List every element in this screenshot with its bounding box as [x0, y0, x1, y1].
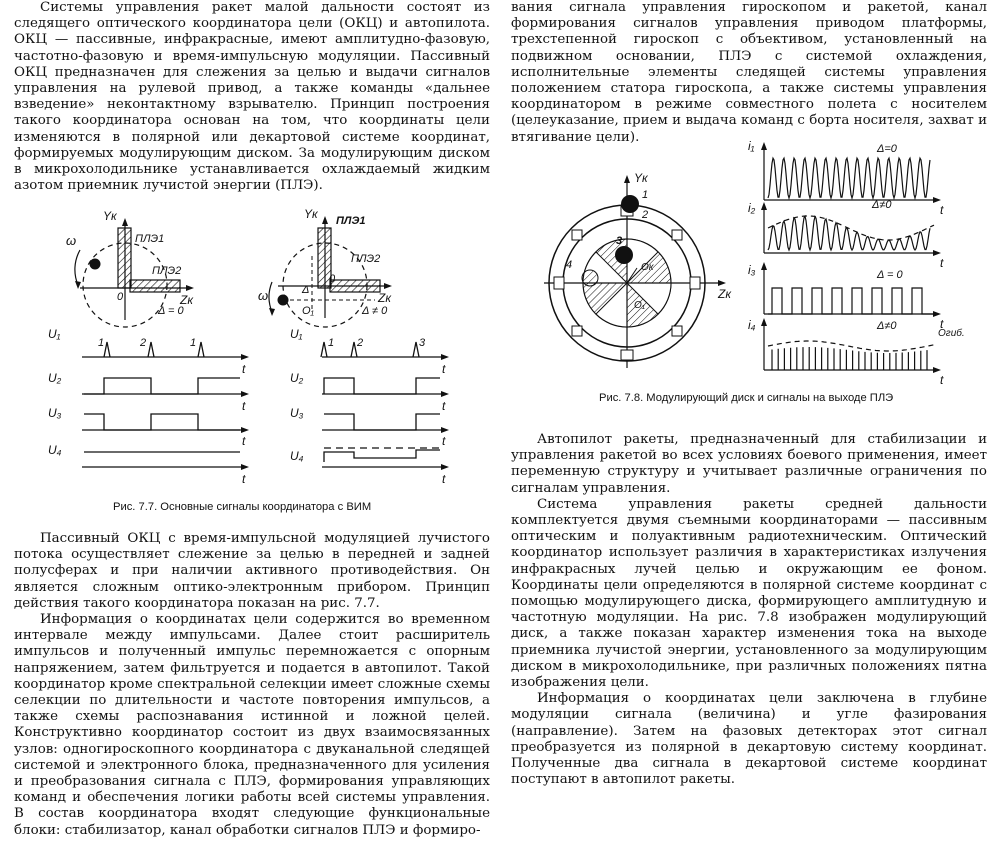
svg-text:2: 2 [140, 337, 147, 349]
signal-i3 [761, 262, 941, 317]
svg-text:1: 1 [98, 337, 105, 349]
right-column-body [511, 432, 987, 788]
svg-text:i₄: i₄ [748, 318, 756, 332]
paragraph: Система управления ракеты средней дальности комплектуется двумя съемными координаторами — пассивным оптическим и полуактивным радиотехническим. Оптический координатор использует различия в характеристиках излучения инфракрасных лучей целью и окружающим ее фоном. Координаты цели определяются в полярной системе координат с помощью модулирующего диска, формирующего амплитудную и частотную модуляции. На рис. 7.8 изображен модулирующий диск, а также показан характер изменения тока на выходе приемника лучистой энергии, установленного за модулирующим диском в микрохолодильнике, при различных положениях пятна изображения цели. [511, 496, 987, 691]
svg-text:Δ=0: Δ=0 [877, 143, 897, 155]
svg-text:1: 1 [642, 189, 649, 201]
figure-7-7 [40, 200, 480, 500]
svg-text:3: 3 [616, 235, 623, 247]
fig77-left-ple2: ПЛЭ2 [152, 265, 182, 277]
svg-text:i₂: i₂ [748, 201, 756, 215]
svg-text:t: t [442, 472, 446, 486]
svg-text:Zк: Zк [718, 287, 731, 301]
svg-text:Огиб.: Огиб. [938, 328, 965, 339]
paragraph: Пассивный ОКЦ с время-импульсной модуляцией лучистого потока осуществляет слежение за целью в передней и задней полусферах и при наличии активного противодействия. Он является сложным оптико-электронным прибором. Принцип действия такого координатора показан на рис. 7.7. [14, 531, 490, 611]
paragraph: Информация о координатах цели содержится во временном интервале между импульсами. Далее стоит расширитель импульсов и полученный импульс перемножается с опорным напряжением, затем фильтруется и подается в автопилот. Такой координатор кроме спектральной селекции имеет сложные схемы селекции по длительности и частоте повторения импульсов, а также схемы распознавания истинной и ложной целей. Конструктивно координатор состоит из двух взаимосвязанных узлов: одногироскопного координатора с двуканальной следящей системой и электронного блока, предназначенного для усиления и преобразования сигнала с ПЛЭ, формирования управляющих команд и обеспечения логики работы всей системы управления. В состав координатора входят следующие функциональные блоки: стабилизатор, канал обработки сигналов ПЛЭ и формиро- [14, 612, 490, 838]
svg-text:t: t [242, 362, 246, 376]
svg-text:t: t [242, 399, 246, 413]
svg-text:2: 2 [357, 337, 364, 349]
svg-text:i₃: i₃ [748, 263, 756, 277]
svg-text:U₄: U₄ [290, 449, 304, 463]
modulating-disk [544, 171, 732, 368]
figure-7-8-caption: Рис. 7.8. Модулирующий диск и сигналы на выходе ПЛЭ [599, 392, 894, 404]
fig77-left-disk [66, 209, 194, 327]
fig77-left-zk: Zк [180, 293, 193, 307]
fig77-right-zk: Zк [378, 291, 391, 305]
svg-text:U₂: U₂ [48, 371, 62, 385]
fig77-left-yk: Yк [103, 209, 117, 223]
fig77-right-origin: 0 [329, 273, 336, 285]
svg-text:t: t [940, 256, 944, 270]
svg-text:t: t [242, 472, 246, 486]
signal-i4 [761, 318, 941, 373]
svg-text:U₂: U₂ [290, 371, 304, 385]
svg-text:U₃: U₃ [290, 406, 304, 420]
fig77-left-origin: 0 [117, 291, 124, 303]
fig77-right-delta: Δ ≠ 0 [362, 305, 388, 317]
svg-text:t: t [940, 317, 944, 331]
paragraph: вания сигнала управления гироскопом и ракетой, канал формирования сигналов управления приводом платформы, трехстепенной гироскоп с объективом, установленный на подвижном основании, ПЛЭ с системой охлаждения, исполнительные элементы следящей системы управления положением статора гироскопа, а также системы управления координатором в режиме совместного полета с носителем (целеуказание, прием и выдача команд с борта носителя, захват и втягивание цели). [511, 0, 987, 145]
svg-text:4: 4 [566, 259, 573, 271]
svg-text:t: t [242, 434, 246, 448]
svg-text:Δ≠0: Δ≠0 [877, 320, 897, 332]
svg-text:i₁: i₁ [748, 139, 755, 153]
svg-text:Δ≠0: Δ≠0 [872, 199, 892, 211]
svg-text:t: t [940, 373, 944, 387]
svg-text:U₁: U₁ [290, 327, 303, 341]
paragraph: Системы управления ракет малой дальности состоят из следящего оптического координатора цели (ОКЦ) и автопилота. ОКЦ — пассивные, инфракрасные, имеют амплитудно-фазовую, частотно-фазовую и время-импульсную модуляции. Пассивный ОКЦ предназначен для слежения за целью и выдачи сигналов управления на рулевой привод, а также команды «дальнее взведение» неконтактному взрывателю. Принцип построения такого координатора основан на том, что координаты цели изменяются в полярной или декартовой системе координат, формируемых модулирующим диском. За модулирующим диском в микрохолодильнике устанавливается охлаждаемый жидким азотом приемник лучистой энергии (ПЛЭ). [14, 0, 490, 194]
ple2-sensor [330, 280, 380, 292]
left-column [14, 0, 490, 194]
svg-text:U₁: U₁ [48, 327, 61, 341]
signal-i2 [761, 202, 941, 256]
fig78-labels [748, 139, 965, 387]
svg-text:Yк: Yк [634, 171, 648, 185]
svg-text:1: 1 [190, 337, 197, 349]
left-column-body [14, 531, 490, 839]
fig77-right-ple2: ПЛЭ2 [351, 253, 381, 265]
target-spot [90, 259, 101, 270]
right-column [511, 0, 987, 146]
svg-text:U₃: U₃ [48, 406, 62, 420]
fig77-right-disk [258, 207, 392, 327]
fig77-right-ple1: ПЛЭ1 [336, 215, 366, 227]
ple2-sensor [130, 280, 180, 292]
paragraph: Информация о координатах цели заключена в глубине модуляции сигнала (величина) и угле фазирования (направление). Затем на фазовых детекторах этот сигнал преобразуется из полярной в декартовую систему координат. Полученные два сигнала в декартовой системе координат поступают в автопилот ракеты. [511, 691, 987, 788]
svg-text:t: t [442, 362, 446, 376]
paragraph: Автопилот ракеты, предназначенный для стабилизации и управления ракетой во всех условиях боевого применения, имеет переменную структуру и учитывает различные ограничения по сигналам управления. [511, 432, 987, 496]
figure-7-7-caption: Рис. 7.7. Основные сигналы координатора с ВИМ [113, 501, 372, 513]
fig77-right-origin1: O₁ [302, 305, 315, 317]
fig77-right-omega: ω [258, 288, 269, 303]
ple1-sensor [118, 228, 131, 288]
fig77-left-ple1: ПЛЭ1 [135, 233, 165, 245]
svg-text:2: 2 [642, 209, 649, 221]
svg-text:1: 1 [328, 337, 335, 349]
target-spot [278, 295, 289, 306]
svg-text:t: t [442, 434, 446, 448]
svg-text:U₄: U₄ [48, 443, 62, 457]
figure-7-8 [542, 138, 992, 388]
svg-text:Δ = 0: Δ = 0 [877, 269, 903, 281]
signal-i1 [761, 142, 941, 203]
svg-text:Oк: Oк [641, 262, 654, 273]
fig77-right-delta-sym: Δ [302, 284, 310, 296]
svg-text:t: t [442, 399, 446, 413]
svg-text:O₁: O₁ [634, 300, 645, 311]
fig77-right-yk: Yк [304, 207, 318, 221]
fig77-left-delta: Δ = 0 [158, 305, 184, 317]
fig77-signals [82, 342, 449, 470]
svg-text:3: 3 [419, 337, 426, 349]
svg-text:t: t [940, 203, 944, 217]
fig77-labels [48, 327, 446, 486]
fig77-left-omega: ω [66, 233, 77, 248]
